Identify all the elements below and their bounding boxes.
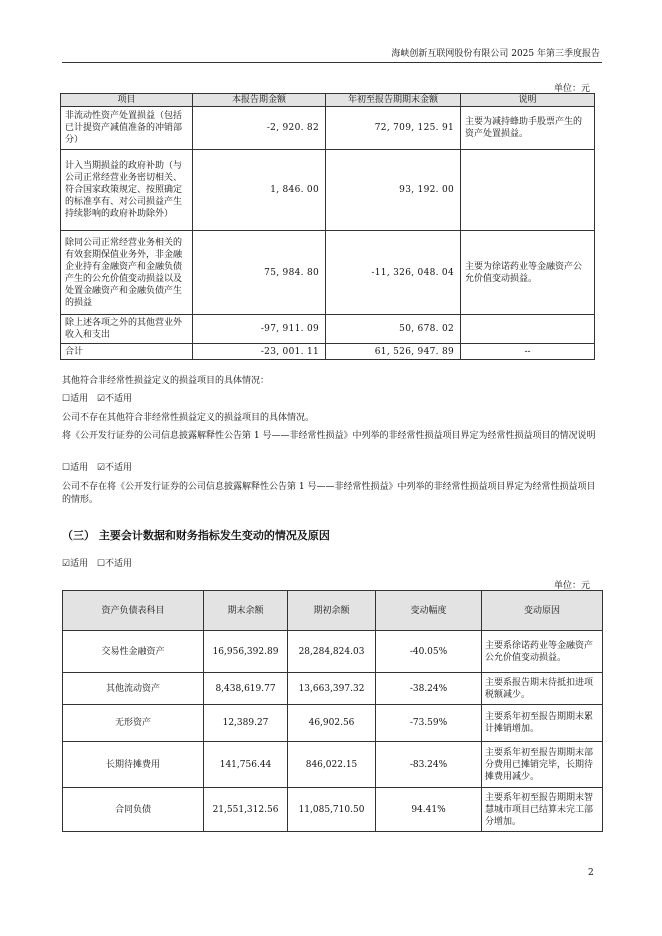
column-header: 项目 (61, 94, 193, 107)
table-total-row (61, 344, 595, 360)
table-row (63, 673, 603, 705)
row-end-balance: 8,438,619.77 (204, 673, 288, 705)
row-ytd-amount: 72, 709, 125. 91 (326, 107, 461, 150)
checkbox-label: 不适用 (105, 463, 133, 473)
row-item: 交易性金融资产 (63, 631, 204, 673)
checkbox-unchecked-icon: ☐ (62, 394, 71, 404)
row-change-rate: -40.05% (376, 631, 482, 673)
table-row (63, 742, 603, 788)
table-row (61, 231, 595, 315)
table2-unit: 单位：元 (553, 581, 590, 591)
row-begin-balance: 46,902.56 (288, 705, 376, 742)
column-header: 期末余额 (204, 591, 288, 631)
row-item: 其他流动资产 (63, 673, 204, 705)
row-current-amount: -23, 001. 11 (193, 344, 326, 360)
row-change-rate: -73.59% (376, 705, 482, 742)
table-row (61, 315, 595, 344)
paragraph-no-reclassification: 公司不存在将《公开发行证券的公司信息披露解释性公告第 1 号——非经常性损益》中列举的非经常性损益项目界定为经常性损益项目的情形。 (62, 482, 596, 505)
column-header: 资产负债表科目 (63, 591, 204, 631)
checkbox-checked-icon: ☑ (96, 463, 106, 473)
row-item: 除上述各项之外的其他营业外收入和支出 (61, 315, 193, 344)
row-item: 无形资产 (63, 705, 204, 742)
row-current-amount: -2, 920. 82 (193, 107, 326, 150)
row-begin-balance: 11,085,710.50 (288, 788, 376, 832)
checkbox-label: 适用 (70, 559, 89, 569)
paragraph-other-items: 其他符合非经常性损益定义的损益项目的具体情况： (62, 376, 270, 386)
header-divider (62, 62, 602, 63)
checkbox-label: 不适用 (105, 394, 133, 404)
row-change-reason: 主要系年初至报告期期末累计摊销增加。 (482, 705, 603, 742)
row-item: 合同负债 (63, 788, 204, 832)
row-current-amount: 1, 846. 00 (193, 150, 326, 231)
applicability-checkboxes-1 (62, 393, 602, 406)
column-header: 期初余额 (288, 591, 376, 631)
row-ytd-amount: 93, 192. 00 (326, 150, 461, 231)
table-header-row (61, 94, 595, 107)
row-change-rate: -83.24% (376, 742, 482, 788)
column-header: 变动原因 (482, 591, 603, 631)
column-header: 说明 (461, 94, 595, 107)
checkbox-unchecked-icon: ☐ (62, 463, 71, 473)
row-begin-balance: 13,663,397.32 (288, 673, 376, 705)
row-item: 计入当期损益的政府补助（与公司正常经营业务密切相关、符合国家政策规定、按照确定的标准享有、对公司损益产生持续影响的政府补助除外） (61, 150, 193, 231)
report-header-title: 海峡创新互联网股份有限公司 2025 年第三季度报告 (391, 49, 600, 59)
row-current-amount: -97, 911. 09 (193, 315, 326, 344)
checkbox-checked-icon: ☑ (96, 394, 106, 404)
row-note: 主要为减持蜂助手股票产生的资产处置损益。 (461, 107, 595, 150)
row-note: 主要为徐诺药业等金融资产公允价值变动损益。 (461, 231, 595, 315)
paragraph-no-other-items: 公司不存在其他符合非经常性损益定义的损益项目的具体情况。 (62, 413, 315, 423)
column-header: 年初至报告期期末金额 (326, 94, 461, 107)
applicability-checkboxes-3 (62, 558, 602, 571)
table-row (63, 788, 603, 832)
nonrecurring-gains-table (60, 93, 595, 360)
row-change-reason: 主要系年初至报告期期末部分费用已摊销完毕，长期待摊费用减少。 (482, 742, 603, 788)
row-end-balance: 21,551,312.56 (204, 788, 288, 832)
row-note (461, 315, 595, 344)
balance-sheet-changes-table (62, 590, 603, 832)
table-header-row (63, 591, 603, 631)
column-header: 本报告期金额 (193, 94, 326, 107)
table-row (61, 150, 595, 231)
row-item: 长期待摊费用 (63, 742, 204, 788)
row-item: 非流动性资产处置损益（包括已计提资产减值准备的冲销部分） (61, 107, 193, 150)
row-begin-balance: 28,284,824.03 (288, 631, 376, 673)
row-begin-balance: 846,022.15 (288, 742, 376, 788)
table-row (61, 107, 595, 150)
row-change-reason: 主要系徐诺药业等金融资产公允价值变动损益。 (482, 631, 603, 673)
page-number: 2 (588, 868, 594, 878)
row-change-rate: 94.41% (376, 788, 482, 832)
row-item: 合计 (61, 344, 193, 360)
section-title: （三） 主要会计数据和财务指标发生变动的情况及原因 (62, 529, 330, 542)
row-ytd-amount: 61, 526, 947. 89 (326, 344, 461, 360)
paragraph-reclassification: 将《公开发行证券的公司信息披露解释性公告第 1 号——非经常性损益》中列举的非经常性损益项目界定为经常性损益项目的情况说明 (62, 431, 596, 441)
checkbox-label: 适用 (70, 394, 89, 404)
row-current-amount: 75, 984. 80 (193, 231, 326, 315)
row-ytd-amount: 50, 678. 02 (326, 315, 461, 344)
table-row (63, 705, 603, 742)
table1-unit: 单位：元 (553, 84, 590, 94)
row-item: 除同公司正常经营业务相关的有效套期保值业务外，非金融企业持有金融资产和金融负债产生的公允价值变动损益以及处置金融资产和金融负债产生的损益 (61, 231, 193, 315)
row-end-balance: 141,756.44 (204, 742, 288, 788)
row-end-balance: 16,956,392.89 (204, 631, 288, 673)
table-row (63, 631, 603, 673)
applicability-checkboxes-2 (62, 462, 602, 475)
checkbox-label: 不适用 (105, 559, 133, 569)
column-header: 变动幅度 (376, 591, 482, 631)
row-note: -- (461, 344, 595, 360)
row-change-rate: -38.24% (376, 673, 482, 705)
row-ytd-amount: -11, 326, 048. 04 (326, 231, 461, 315)
row-change-reason: 主要系报告期末待抵扣进项税额减少。 (482, 673, 603, 705)
checkbox-checked-icon: ☑ (62, 559, 71, 569)
row-end-balance: 12,389.27 (204, 705, 288, 742)
checkbox-unchecked-icon: ☐ (96, 559, 106, 569)
row-note (461, 150, 595, 231)
checkbox-label: 适用 (70, 463, 89, 473)
row-change-reason: 主要系年初至报告期期末智慧城市项目已结算未完工部分增加。 (482, 788, 603, 832)
